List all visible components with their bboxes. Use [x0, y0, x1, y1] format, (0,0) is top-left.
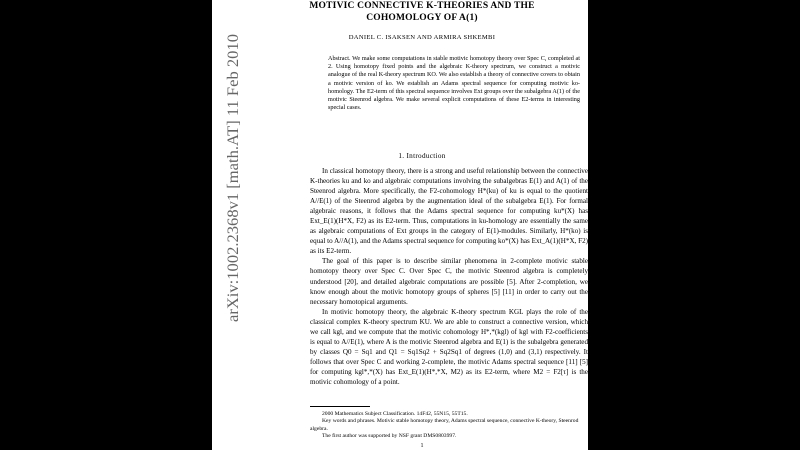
paragraph-2: The goal of this paper is to describe similar phenomena in 2-complete motivic stable homotopy theory over Spec C. Over Spec C, the motivic Steenrod algebra is completely understood [20], and detailed algebraic computations are possible [5]. After 2-completion, we know enough about the motivic homotopy groups of spheres [5] [11] in order to carry out the necessary homotopical arguments.	[310, 257, 588, 306]
footnote-grant: The first author was supported by NSF grant DMS0803997.	[322, 432, 457, 439]
arxiv-stamp-text: arXiv:1002.2368v1 [math.AT] 11 Feb 2010	[225, 52, 242, 322]
footnotes	[310, 411, 588, 440]
arxiv-stamp	[214, 30, 250, 330]
paragraph-1: In classical homotopy theory, there is a strong and useful relationship between the connective K-theories ku and ko and algebraic computations involving the subalgebras E(1) and A(1) of the Steenrod algebra. More specifically, the F2-cohomology H*(ku) of ku is equal to the quotient A//E(1) of the Steenrod algebra by the augmentation ideal of the subalgebra E(1). For formal algebraic reasons, it follows that the Adams spectral sequence for computing ku*(X) has Ext_E(1)(H*X, F2) as its E2-term. Thus, computations in ku-homology are essentially the same as algebraic computations of Ext groups in the category of E(1)-modules. Similarly, H*(ko) is equal to A//A(1), and the Adams spectral sequence for computing ko*(X) has Ext_A(1)(H*X, F2) as its E2-term.	[310, 167, 588, 256]
paragraph-3: In motivic homotopy theory, the algebraic K-theory spectrum KGL plays the role of the classical complex K-theory spectrum KU. We are able to construct a connective version, which we call kgl, and we compute that the motivic cohomology H*,*(kgl) of kgl with F2-coefficients is equal to A//E(1), where A is the motivic Steenrod algebra and E(1) is the subalgebra generated by classes Q0 = Sq1 and Q1 = Sq1Sq2 + Sq2Sq1 of degrees (1,0) and (3,1) respectively. It follows that over Spec C and working 2-complete, the motivic Adams spectral sequence [11] [5] for computing kgl*,*(X) has Ext_E(1)(H*,*X, M2) as its E2-term, where M2 = F2[τ] is the motivic cohomology of a point.	[310, 307, 588, 386]
footnote-rule	[310, 406, 370, 407]
abstract: Abstract. We make some computations in stable motivic homotopy theory over Spec C, completed at 2. Using homotopy fixed points and the algebraic K-theory spectrum, we construct a motivic analogue of the real K-theory spectrum KO. We also establish a theory of connective covers to obtain a motivic version of ko. We establish an Adams spectral sequence for computing motivic ko-homology. The E2-term of this spectral sequence involves Ext groups over the subalgebra A(1) of the motivic Steenrod algebra. We make several explicit computations of these E2-terms in interesting special cases.	[328, 55, 580, 112]
paper-title	[272, 0, 572, 24]
title-line-2: COHOMOLOGY OF A(1)	[366, 13, 478, 23]
section-heading: 1. Introduction	[398, 152, 446, 160]
footnote-keywords: Key words and phrases. Motivic stable homotopy theory, Adams spectral sequence, connective K-theory, Steenrod algebra.	[310, 418, 579, 432]
paper-page	[212, 0, 588, 450]
footnote-msc: 2000 Mathematics Subject Classification. 14F42, 55N15, 55T15.	[322, 411, 468, 417]
page-number: 1	[420, 443, 424, 449]
title-line-1: MOTIVIC CONNECTIVE K-THEORIES AND THE	[309, 1, 535, 11]
paper-authors: DANIEL C. ISAKSEN AND ARMIRA SHKEMBI	[348, 34, 496, 41]
introduction-body	[310, 166, 588, 387]
